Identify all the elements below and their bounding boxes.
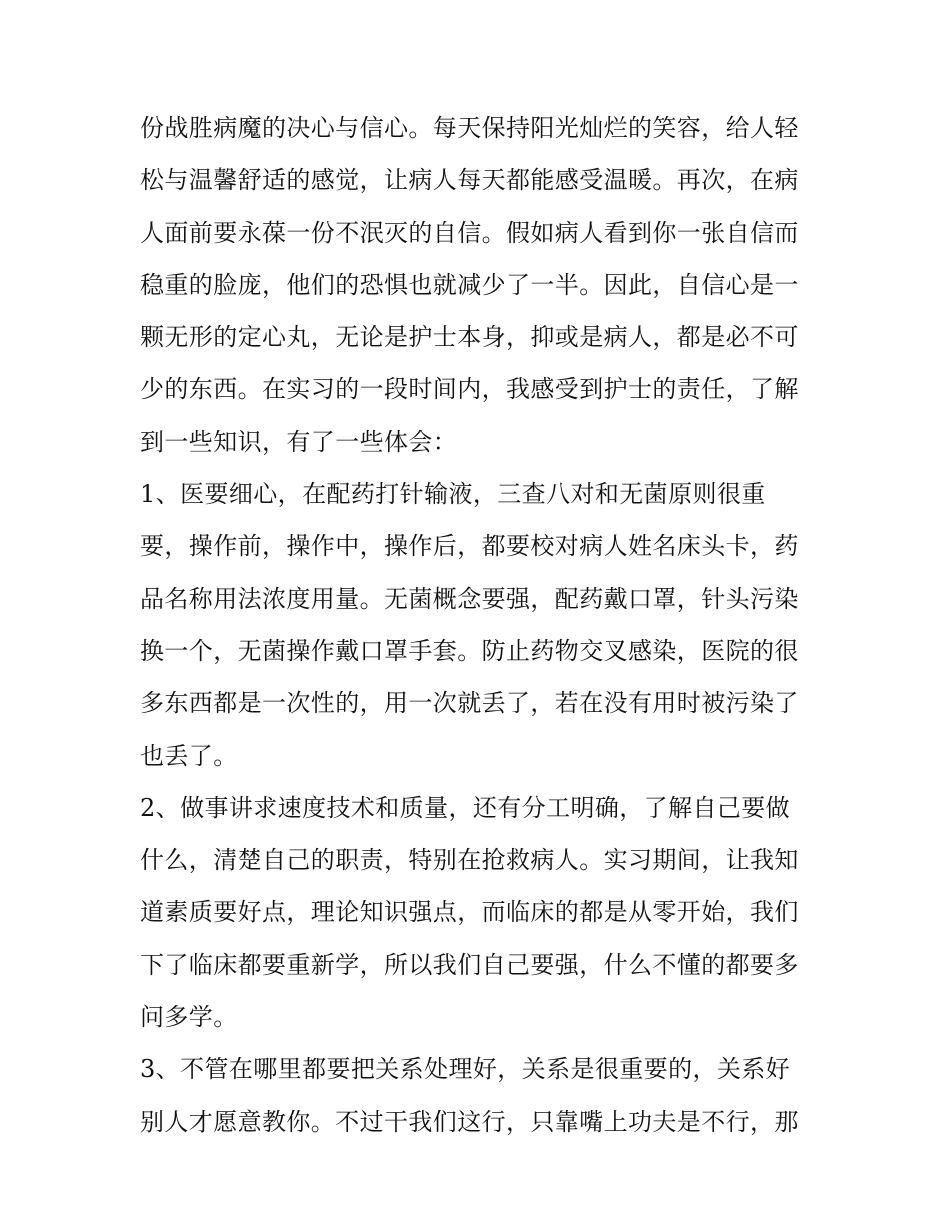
text-line: 人面前要永葆一份不泯灭的自信。假如病人看到你一张自信而 bbox=[140, 218, 799, 247]
text-line: 下了临床都要重新学，所以我们自己要强，什么不懂的都要多 bbox=[140, 950, 799, 979]
text-line: 什么，清楚自己的职责，特别在抢救病人。实习期间，让我知 bbox=[140, 846, 799, 875]
text-line: 份战胜病魔的决心与信心。每天保持阳光灿烂的笑容，给人轻 bbox=[140, 114, 799, 142]
list-item-3-line: 3、不管在哪里都要把关系处理好，关系是很重要的，关系好 bbox=[140, 1055, 791, 1084]
text-line: 要，操作前，操作中，操作后，都要校对病人姓名床头卡，药 bbox=[140, 532, 799, 561]
list-item-1-line: 1、医要细心，在配药打针输液，三查八对和无菌原则很重 bbox=[140, 480, 766, 509]
list-item-2-line: 2、做事讲求速度技术和质量，还有分工明确，了解自己要做 bbox=[140, 793, 791, 822]
document-body bbox=[140, 102, 820, 1148]
text-line: 稳重的脸庞，他们的恐惧也就减少了一半。因此，自信心是一 bbox=[140, 270, 799, 299]
text-line: 也丢了。 bbox=[140, 741, 238, 770]
text-line: 换一个，无菌操作戴口罩手套。防止药物交叉感染，医院的很 bbox=[140, 636, 799, 665]
text-line: 多东西都是一次性的，用一次就丢了，若在没有用时被污染了 bbox=[140, 689, 799, 718]
text-line: 问多学。 bbox=[140, 1003, 238, 1032]
text-line: 松与温馨舒适的感觉，让病人每天都能感受温暖。再次，在病 bbox=[140, 166, 799, 195]
text-line: 少的东西。在实习的一段时间内，我感受到护士的责任，了解 bbox=[140, 375, 799, 404]
text-line: 别人才愿意教你。不过干我们这行，只靠嘴上功夫是不行，那 bbox=[140, 1107, 799, 1136]
text-line: 道素质要好点，理论知识强点，而临床的都是从零开始，我们 bbox=[140, 898, 799, 927]
text-line: 品名称用法浓度用量。无菌概念要强，配药戴口罩，针头污染 bbox=[140, 584, 799, 613]
text-line: 到一些知识，有了一些体会： bbox=[140, 427, 458, 456]
text-line: 颗无形的定心丸，无论是护士本身，抑或是病人，都是必不可 bbox=[140, 323, 799, 352]
